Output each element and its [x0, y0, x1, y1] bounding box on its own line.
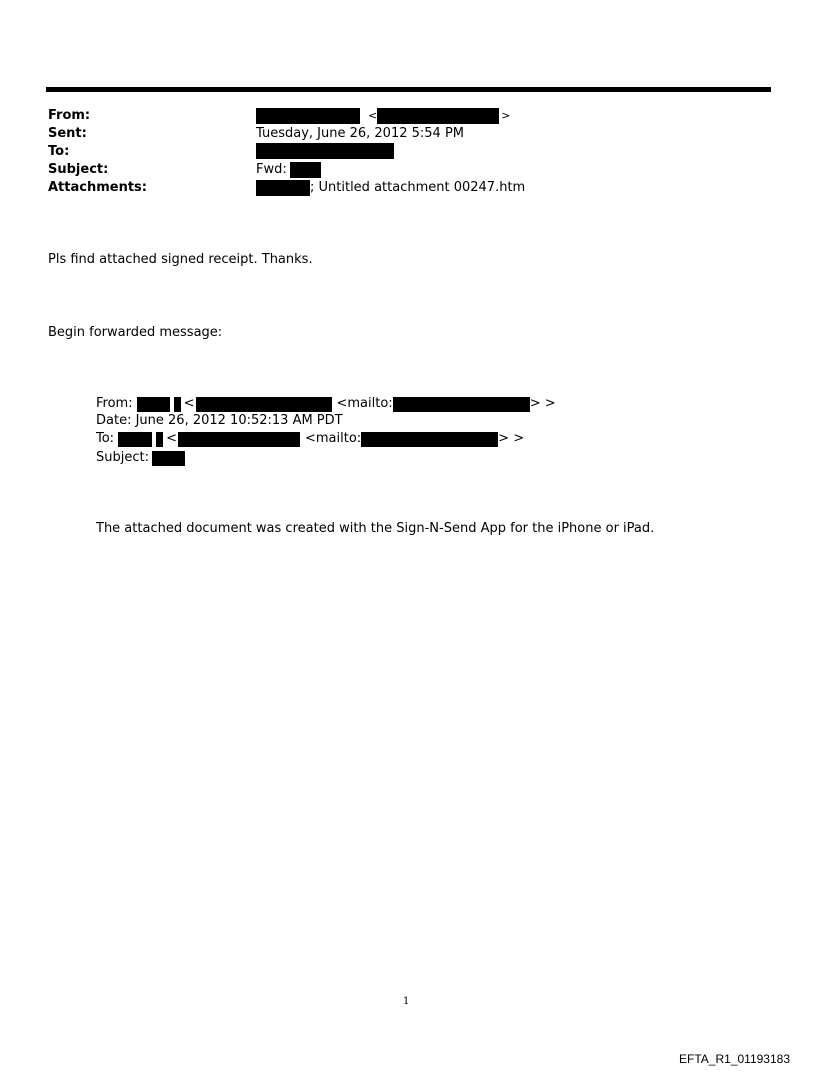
redaction-box [393, 397, 530, 412]
redaction-box [290, 162, 321, 178]
redaction-box [152, 451, 185, 466]
forwarded-subject-line [96, 450, 185, 466]
angle-close: > [501, 109, 511, 122]
forwarded-to-label: To: [96, 431, 115, 446]
redaction-box [196, 397, 332, 412]
angle-close: > > [498, 431, 525, 446]
forwarded-from-line [96, 396, 556, 412]
mailto-text: <mailto: [336, 396, 393, 411]
page-number: 1 [403, 996, 410, 1007]
redaction-box [361, 432, 498, 447]
forwarded-to-line [96, 431, 524, 447]
angle-open: < [368, 109, 378, 122]
angle-close: > > [529, 396, 556, 411]
redaction-box [256, 143, 394, 159]
forward-intro: Begin forwarded message: [48, 325, 223, 340]
message-text: Pls find attached signed receipt. Thanks. [48, 252, 313, 267]
forwarded-subject-label: Subject: [96, 450, 149, 465]
from-label: From: [48, 108, 91, 123]
redaction-box [256, 180, 310, 196]
attachment-filename: ; Untitled attachment 00247.htm [310, 180, 526, 195]
sent-value: Tuesday, June 26, 2012 5:54 PM [256, 126, 464, 141]
redaction-box [137, 397, 170, 412]
attachments-label: Attachments: [48, 180, 147, 195]
redaction-box [377, 108, 499, 124]
to-label: To: [48, 144, 70, 159]
sent-label: Sent: [48, 126, 87, 141]
redaction-box [174, 397, 181, 412]
redaction-box [178, 432, 300, 447]
mailto-text: <mailto: [304, 431, 362, 446]
document-id: EFTA_R1_01193183 [679, 1052, 790, 1066]
redaction-box [118, 432, 152, 447]
from-value [256, 107, 510, 125]
subject-label: Subject: [48, 162, 109, 177]
forwarded-from-label: From: [96, 396, 133, 411]
to-value [256, 143, 394, 159]
angle-open: < [166, 431, 177, 446]
attachments-value [256, 179, 525, 197]
subject-prefix: Fwd: [256, 162, 287, 177]
subject-value [256, 161, 321, 179]
redaction-box [256, 108, 360, 124]
forwarded-message-text: The attached document was created with the Sign-N-Send App for the iPhone or iPad. [96, 521, 655, 536]
forwarded-date-line: Date: June 26, 2012 10:52:13 AM PDT [96, 413, 343, 428]
angle-open: < [183, 396, 195, 411]
header-divider [46, 87, 771, 92]
redaction-box [156, 432, 163, 447]
